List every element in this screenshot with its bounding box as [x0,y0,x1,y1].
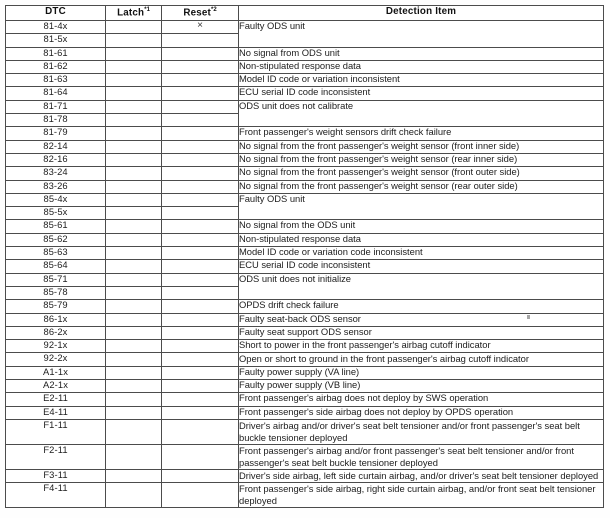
column-header-dtc-label: DTC [45,6,66,18]
table-row [6,340,604,353]
cell-reset [162,207,239,220]
table-row [6,406,604,419]
cell-latch [106,167,162,180]
cell-reset [162,100,239,113]
column-header-reset [162,6,239,21]
cell-detection-item: Faulty seat-back ODS sensor [239,313,604,326]
cell-latch [106,114,162,127]
reset-x-mark: × [197,20,203,31]
cell-reset [162,483,239,508]
cell-latch [106,247,162,260]
table-row [6,167,604,180]
column-header-reset-label: Reset [183,6,211,18]
column-header-latch-footnote: *1 [144,6,150,13]
cell-dtc: 81-4x [6,21,106,34]
cell-reset [162,470,239,483]
cell-reset [162,127,239,140]
cell-detection-item: Faulty ODS unit [239,21,604,48]
table-row [6,193,604,206]
scan-speck-artifact [527,315,530,319]
cell-detection-item: Model ID code or variation code inconsistent [239,247,604,260]
cell-detection-item: Faulty power supply (VB line) [239,380,604,393]
table-row [6,366,604,379]
column-header-latch-label: Latch [117,6,145,18]
cell-latch [106,444,162,469]
cell-latch [106,300,162,313]
cell-reset [162,34,239,47]
column-header-reset-footnote: *2 [211,6,217,13]
table-row [6,74,604,87]
cell-detection-item: Front passenger's airbag does not deploy by SWS operation [239,393,604,406]
table-row [6,153,604,166]
table-row [6,260,604,273]
cell-detection-item: Front passenger's airbag and/or front passenger's seat belt tensioner and/or front passenger's seat belt buckle tensioner deployed [239,444,604,469]
cell-reset [162,21,239,34]
table-row [6,419,604,444]
cell-reset [162,326,239,339]
cell-dtc: 85-62 [6,233,106,246]
table-row [6,47,604,60]
cell-detection-item: Front passenger's side airbag does not deploy by OPDS operation [239,406,604,419]
cell-latch [106,273,162,286]
table-header-row [6,6,604,21]
cell-detection-item: Non-stipulated response data [239,60,604,73]
cell-reset [162,260,239,273]
cell-detection-item: ODS unit does not calibrate [239,100,604,127]
cell-detection-item: No signal from the front passenger's weight sensor (rear inner side) [239,153,604,166]
table-row [6,483,604,508]
cell-reset [162,74,239,87]
table-row [6,100,604,113]
cell-detection-item: ECU serial ID code inconsistent [239,87,604,100]
cell-reset [162,313,239,326]
cell-dtc: 81-79 [6,127,106,140]
table-row [6,353,604,366]
cell-detection-item: OPDS drift check failure [239,300,604,313]
cell-latch [106,153,162,166]
column-header-latch [106,6,162,21]
cell-dtc: 86-1x [6,313,106,326]
cell-detection-item: No signal from the ODS unit [239,220,604,233]
cell-reset [162,180,239,193]
cell-latch [106,326,162,339]
table-row [6,220,604,233]
table-row [6,380,604,393]
table-row [6,444,604,469]
cell-dtc: 85-5x [6,207,106,220]
cell-dtc: 85-4x [6,193,106,206]
cell-latch [106,74,162,87]
cell-dtc: 81-78 [6,114,106,127]
table-row [6,87,604,100]
cell-reset [162,233,239,246]
table-row [6,60,604,73]
cell-dtc: 83-24 [6,167,106,180]
cell-latch [106,34,162,47]
cell-dtc: 86-2x [6,326,106,339]
cell-latch [106,393,162,406]
table-row [6,470,604,483]
cell-dtc: 82-14 [6,140,106,153]
table-row [6,273,604,286]
cell-reset [162,419,239,444]
cell-latch [106,193,162,206]
cell-latch [106,233,162,246]
table-row [6,180,604,193]
cell-reset [162,393,239,406]
cell-detection-item: No signal from the front passenger's weight sensor (front inner side) [239,140,604,153]
table-header [6,6,604,21]
cell-detection-item: Driver's airbag and/or driver's seat belt tensioner and/or front passenger's seat belt buckle tensioner deployed [239,419,604,444]
cell-reset [162,167,239,180]
cell-reset [162,273,239,286]
table-body [6,21,604,508]
cell-detection-item: Driver's side airbag, left side curtain airbag, and/or driver's seat belt tensioner deployed [239,470,604,483]
cell-latch [106,340,162,353]
cell-reset [162,247,239,260]
cell-dtc: 81-64 [6,87,106,100]
cell-detection-item: Model ID code or variation inconsistent [239,74,604,87]
cell-detection-item: No signal from the front passenger's weight sensor (front outer side) [239,167,604,180]
cell-dtc: 81-62 [6,60,106,73]
cell-detection-item: ODS unit does not initialize [239,273,604,300]
cell-dtc: F1-11 [6,419,106,444]
cell-dtc: 83-26 [6,180,106,193]
cell-latch [106,380,162,393]
cell-latch [106,140,162,153]
dtc-detection-item-table [5,5,604,508]
cell-reset [162,47,239,60]
column-header-dtc [6,6,106,21]
cell-dtc: 85-61 [6,220,106,233]
table-row [6,233,604,246]
cell-latch [106,100,162,113]
cell-latch [106,47,162,60]
cell-dtc: F2-11 [6,444,106,469]
cell-latch [106,483,162,508]
column-header-detection-item-label: Detection Item [385,6,457,18]
cell-detection-item: Faulty ODS unit [239,193,604,220]
cell-detection-item: Front passenger's weight sensors drift check failure [239,127,604,140]
cell-dtc: 81-71 [6,100,106,113]
cell-detection-item: Faulty power supply (VA line) [239,366,604,379]
cell-reset [162,444,239,469]
table-row [6,127,604,140]
cell-latch [106,470,162,483]
cell-dtc: 81-61 [6,47,106,60]
cell-latch [106,180,162,193]
table-row [6,300,604,313]
cell-dtc: 92-2x [6,353,106,366]
cell-dtc: E4-11 [6,406,106,419]
cell-dtc: A1-1x [6,366,106,379]
cell-latch [106,127,162,140]
cell-latch [106,353,162,366]
cell-reset [162,366,239,379]
cell-latch [106,260,162,273]
table-row [6,140,604,153]
cell-detection-item: Front passenger's side airbag, right side curtain airbag, and/or front seat belt tensioner deployed [239,483,604,508]
cell-latch [106,419,162,444]
table-row [6,393,604,406]
cell-detection-item: No signal from the front passenger's weight sensor (rear outer side) [239,180,604,193]
cell-latch [106,406,162,419]
cell-latch [106,220,162,233]
table-row [6,326,604,339]
cell-latch [106,313,162,326]
cell-latch [106,60,162,73]
cell-dtc: 82-16 [6,153,106,166]
cell-reset [162,60,239,73]
column-header-detection-item [239,6,604,21]
cell-dtc: 81-63 [6,74,106,87]
cell-reset [162,193,239,206]
cell-detection-item: Faulty seat support ODS sensor [239,326,604,339]
cell-latch [106,21,162,34]
cell-detection-item: Short to power in the front passenger's airbag cutoff indicator [239,340,604,353]
cell-dtc: 85-63 [6,247,106,260]
cell-dtc: 85-79 [6,300,106,313]
cell-dtc: F4-11 [6,483,106,508]
cell-reset [162,406,239,419]
cell-detection-item: No signal from ODS unit [239,47,604,60]
cell-latch [106,366,162,379]
table-row [6,247,604,260]
cell-dtc: 85-71 [6,273,106,286]
cell-reset [162,340,239,353]
cell-latch [106,87,162,100]
cell-latch [106,207,162,220]
cell-detection-item: Non-stipulated response data [239,233,604,246]
cell-dtc: 85-78 [6,286,106,299]
cell-reset [162,286,239,299]
cell-reset [162,220,239,233]
cell-latch [106,286,162,299]
cell-reset [162,353,239,366]
cell-dtc: 81-5x [6,34,106,47]
cell-dtc: E2-11 [6,393,106,406]
cell-reset [162,300,239,313]
cell-detection-item: Open or short to ground in the front passenger's airbag cutoff indicator [239,353,604,366]
cell-reset [162,140,239,153]
cell-dtc: 92-1x [6,340,106,353]
cell-reset [162,153,239,166]
cell-reset [162,87,239,100]
cell-reset [162,380,239,393]
cell-dtc: A2-1x [6,380,106,393]
table-row [6,313,604,326]
cell-dtc: F3-11 [6,470,106,483]
table-row [6,21,604,34]
cell-detection-item: ECU serial ID code inconsistent [239,260,604,273]
cell-reset [162,114,239,127]
cell-dtc: 85-64 [6,260,106,273]
